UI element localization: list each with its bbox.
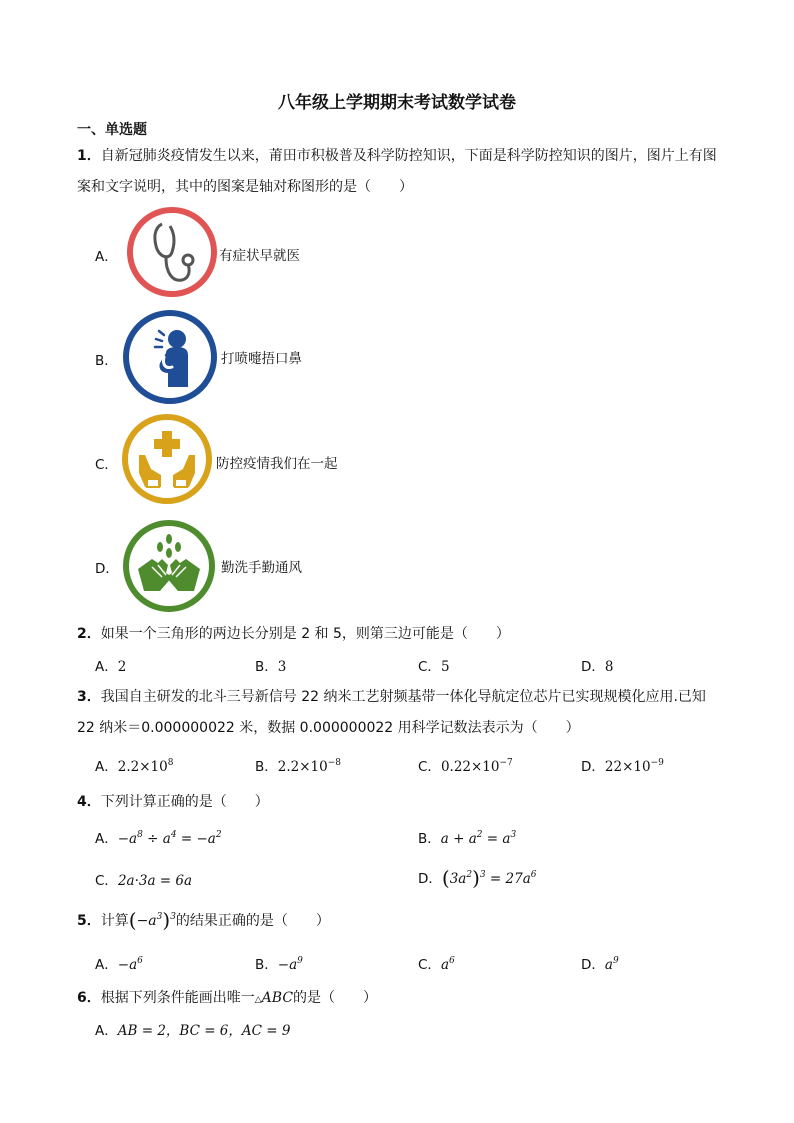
option-caption: 有症状早就医 <box>219 248 300 264</box>
option-expression: $-a^6$ <box>117 956 143 973</box>
option-value: 22×10 <box>604 759 651 775</box>
question-text: 我国自主研发的北斗三号新信号 22 纳米工艺射频基带一体化导航定位芯片已实现规模化应用.已知 <box>100 689 706 705</box>
option-label[interactable]: C． <box>95 457 118 473</box>
question-number: 5． <box>77 913 101 929</box>
option-caption: 勤洗手勤通风 <box>221 560 302 576</box>
question-text: 计算 <box>100 913 129 929</box>
page-title: 八年级上学期期末考试数学试卷 <box>278 93 516 113</box>
option-a[interactable] <box>95 1019 290 1039</box>
option-label: A． <box>95 831 118 847</box>
option-a[interactable] <box>95 827 222 847</box>
question-number: 3． <box>77 689 101 705</box>
option-value: 2.2×10 <box>117 759 168 775</box>
option-label: D． <box>581 659 605 675</box>
option-label: B． <box>255 659 278 675</box>
option-d[interactable] <box>581 655 614 675</box>
option-label: A． <box>95 957 118 973</box>
hands-cross-icon <box>121 413 213 505</box>
option-caption: 防控疫情我们在一起 <box>216 456 338 472</box>
option-label: A． <box>95 659 118 675</box>
question-text: 的结果正确的是（ ） <box>175 913 330 929</box>
option-label: D． <box>581 759 605 775</box>
option-label: B． <box>255 759 278 775</box>
option-value: 0.22×10 <box>440 759 500 775</box>
question-text: 根据下列条件能画出唯一 <box>100 990 255 1006</box>
option-b[interactable] <box>255 655 286 675</box>
question-5 <box>77 908 330 932</box>
stethoscope-icon <box>126 206 218 298</box>
option-label: A． <box>95 759 118 775</box>
option-expression: AB = 2，BC = 6，AC = 9 <box>117 1023 291 1039</box>
section-heading: 一、单选题 <box>77 122 147 138</box>
option-label: B． <box>255 957 278 973</box>
exponent: −7 <box>499 758 513 768</box>
option-expression: $a^9$ <box>604 956 619 973</box>
option-label[interactable]: A． <box>95 249 118 265</box>
question-3-line1 <box>77 686 706 706</box>
question-2 <box>77 623 510 643</box>
exponent: −8 <box>327 758 342 768</box>
option-label: A． <box>95 1023 118 1039</box>
question-number: 6． <box>77 990 101 1006</box>
option-c[interactable] <box>418 953 455 973</box>
option-c[interactable] <box>95 869 192 889</box>
option-caption: 打喷嚏捂口鼻 <box>221 351 302 367</box>
question-1-line1 <box>77 145 717 165</box>
option-expression: 2a·3a = 6a <box>117 873 193 889</box>
question-1-line2: 案和文字说明，其中的图案是轴对称图形的是（ ） <box>77 179 413 195</box>
option-d[interactable] <box>581 755 664 775</box>
question-text: 的是（ ） <box>293 990 378 1006</box>
hand-washing-icon <box>122 519 216 613</box>
option-label: C． <box>418 957 441 973</box>
triangle-name: ABC <box>261 990 294 1006</box>
option-expression: $-a^8 \div a^4 = -a^2$ <box>117 830 222 847</box>
option-value: 2 <box>117 659 127 675</box>
option-expression: $a + a^2 = a^3$ <box>440 830 517 847</box>
option-expression: $(3a^2)^3 = 27a^6$ <box>441 866 537 890</box>
option-value: 8 <box>604 659 614 675</box>
question-number: 2． <box>77 626 101 642</box>
option-label[interactable]: D． <box>95 561 119 577</box>
sneeze-person-icon <box>122 309 218 405</box>
question-number: 4． <box>77 794 101 810</box>
question-4 <box>77 791 269 811</box>
option-expression: $a^6$ <box>440 956 455 973</box>
option-a[interactable] <box>95 953 143 973</box>
question-text: 如果一个三角形的两边长分别是 2 和 5，则第三边可能是（ ） <box>100 626 510 642</box>
question-text: 自新冠肺炎疫情发生以来，莆田市积极普及科学防控知识，下面是科学防控知识的图片，图片上有图 <box>100 148 717 164</box>
option-b[interactable] <box>255 755 341 775</box>
question-expression: $(-a^3)^3$ <box>128 908 176 932</box>
exponent: 8 <box>167 758 174 768</box>
option-label: C． <box>418 659 441 675</box>
option-b[interactable] <box>255 953 303 973</box>
option-value: 2.2×10 <box>277 759 328 775</box>
question-number: 1． <box>77 148 101 164</box>
option-value: 3 <box>277 659 287 675</box>
exponent: −9 <box>650 758 664 768</box>
question-text: 下列计算正确的是（ ） <box>100 794 269 810</box>
question-3-line2: 22 纳米＝0.000000022 米，数据 0.000000022 用科学记数法表示为（ ） <box>77 720 580 736</box>
option-label: D． <box>581 957 605 973</box>
option-value: 5 <box>440 659 450 675</box>
option-a[interactable] <box>95 655 126 675</box>
option-a[interactable] <box>95 755 173 775</box>
option-d[interactable] <box>581 953 619 973</box>
option-b[interactable] <box>418 827 516 847</box>
option-label: D． <box>418 871 442 887</box>
question-6 <box>77 987 377 1007</box>
option-label: C． <box>95 873 118 889</box>
option-label: C． <box>418 759 441 775</box>
triangle-symbol: △ <box>254 995 262 1005</box>
option-label[interactable]: B． <box>95 353 118 369</box>
option-d[interactable] <box>418 866 537 890</box>
option-c[interactable] <box>418 655 450 675</box>
option-expression: $-a^9$ <box>277 956 303 973</box>
option-label: B． <box>418 831 441 847</box>
option-c[interactable] <box>418 755 513 775</box>
